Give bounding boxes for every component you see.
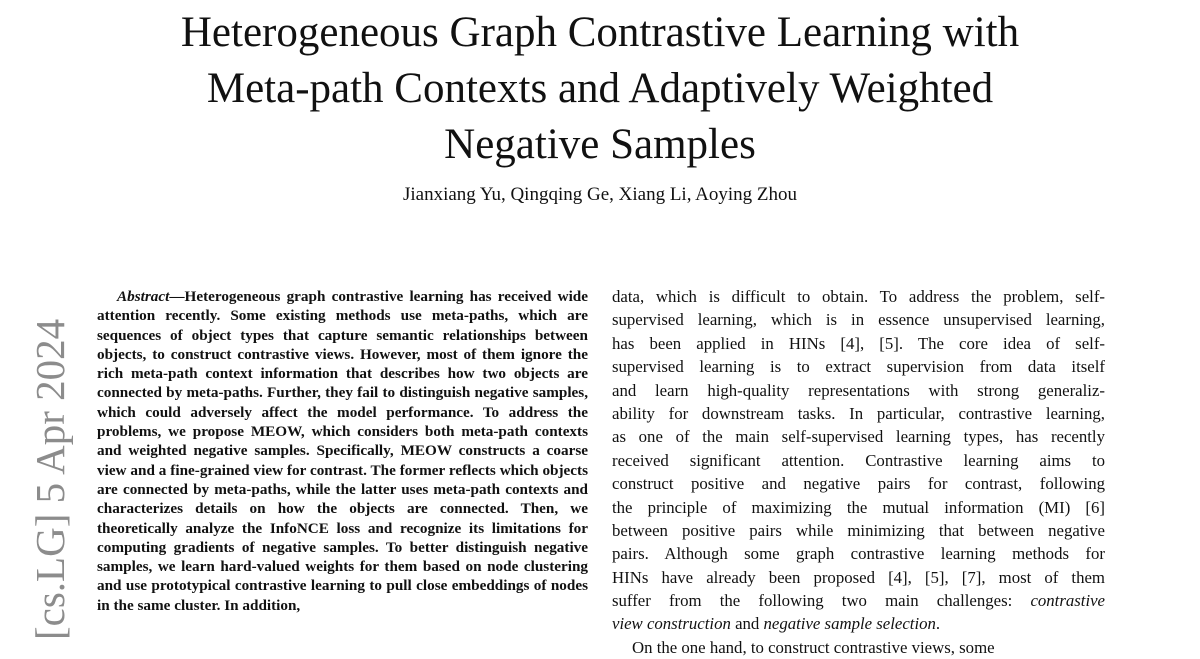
paper-title bbox=[100, 5, 1100, 173]
abstract-label: Abstract bbox=[117, 288, 170, 305]
final-period: . bbox=[935, 614, 941, 634]
title-line-2: Meta-path Contexts and Adaptively Weighted bbox=[206, 65, 994, 112]
intro-line: ability for downstream tasks. In particular, contrastive learning, bbox=[612, 403, 1105, 423]
intro-line: supervised learning is to extract supervision from data itself bbox=[612, 357, 1105, 377]
title-line-1: Heterogeneous Graph Contrastive Learning with bbox=[180, 9, 1020, 56]
emphasis-negative-sample-selection: negative sample selection bbox=[763, 614, 936, 634]
title-line-3: Negative Samples bbox=[444, 121, 756, 168]
next-paragraph-start: On the one hand, to construct contrastive views, some bbox=[632, 637, 995, 657]
arxiv-side-stamp: [cs.LG] 5 Apr 2024 bbox=[27, 318, 73, 640]
intro-line: between positive pairs while minimizing that between negative bbox=[612, 520, 1105, 540]
intro-line: pairs. Although some graph contrastive learning methods for bbox=[612, 544, 1105, 564]
and-word: and bbox=[735, 614, 760, 634]
intro-line: the principle of maximizing the mutual information (MI) [6] bbox=[612, 497, 1105, 517]
intro-line: received significant attention. Contrastive learning aims to bbox=[612, 450, 1105, 470]
author-list: Jianxiang Yu, Qingqing Ge, Xiang Li, Aoying Zhou bbox=[402, 184, 798, 205]
intro-column bbox=[612, 285, 1105, 659]
emphasis-view-construction: view construction bbox=[612, 614, 731, 634]
intro-line: HINs have already been proposed [4], [5], [7], most of them bbox=[612, 567, 1105, 587]
intro-line: supervised learning, which is in essence unsupervised learning, bbox=[612, 310, 1105, 330]
intro-line: has been applied in HINs [4], [5]. The core idea of self- bbox=[612, 333, 1105, 353]
intro-line-text: suffer from the following two main challenges: bbox=[612, 591, 1013, 611]
abstract-dash: — bbox=[169, 288, 185, 305]
intro-line-final bbox=[612, 612, 1105, 635]
intro-line-challenges bbox=[612, 589, 1105, 612]
intro-line: as one of the main self-supervised learning types, has recently bbox=[612, 427, 1105, 447]
intro-line: construct positive and negative pairs for contrast, following bbox=[612, 474, 1105, 494]
intro-line: data, which is difficult to obtain. To address the problem, self- bbox=[612, 287, 1105, 306]
abstract-text: Heterogeneous graph contrastive learning has received wide attention recently. Some existing methods use meta-paths, which are sequences of object types that capture semantic relationships between objects, to construct contrastive views. However, most of them ignore the rich meta-path context information that describes how two objects are connected by meta-paths. Further, they fail to distinguish negative samples, which could adversely affect the model performance. To address the problems, we propose MEOW, which considers both meta-path contexts and weighted negative samples. Specifically, MEOW constructs a coarse view and a fine-grained view for contrast. The former reflects which objects are connected by meta-paths, while the latter uses meta-path contexts and characterizes details on how the objects are connected. Then, we theoretically analyze the InfoNCE loss and recognize its limitations for computing gradients of negative samples. To better distinguish negative samples, we learn hard-valued weights for them based on node clustering and use prototypical contrastive learning to pull close embeddings of nodes in the same cluster. In addition, bbox=[97, 288, 588, 614]
emphasis-contrastive: contrastive bbox=[1030, 591, 1106, 611]
intro-line: and learn high-quality representations with strong generaliz- bbox=[612, 380, 1105, 400]
abstract-block bbox=[97, 287, 588, 615]
